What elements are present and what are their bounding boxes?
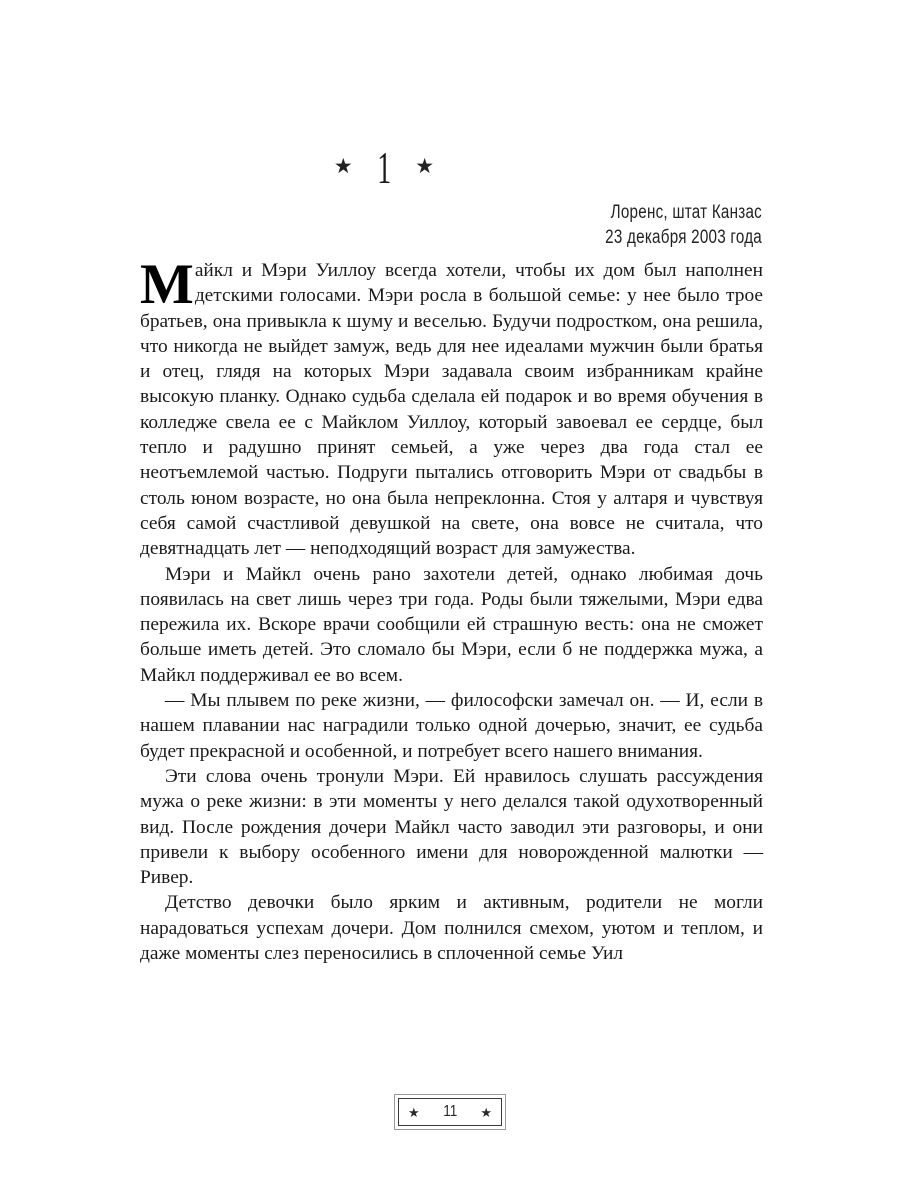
- chapter-subtitle-date: 23 декабря 2003 года: [605, 227, 762, 248]
- chapter-subtitle-location: Лоренс, штат Канзас: [610, 202, 762, 223]
- paragraph-2: Мэри и Майкл очень рано захотели детей, однако любимая дочь появилась на свет лишь через три года. Роды были тяжелыми, Мэри едва пережила их. Вскоре врачи сообщили ей страшную весть: она не сможет больше иметь детей. Это сломало бы Мэри, если б не поддержка мужа, а Майкл поддерживал ее во всем.: [140, 563, 763, 686]
- paragraph-1-text: айкл и Мэри Уиллоу всегда хотели, чтобы их дом был наполнен детскими голосами. Мэри росла в большой семье: у нее было трое братьев, она привыкла к шуму и веселью. Будучи подростком, она решила, что никогда не выйдет замуж, ведь для нее идеалами мужчин были братья и отец, глядя на которых Мэри задавала своим избранникам крайне высокую планку. Однако судьба сделала ей подарок и во время обучения в колледже свела ее с Майклом Уиллоу, который завоевал ее сердце, был тепло и радушно принят семьей, а уже через два года стал ее неотъемлемой частью. Подруги пытались отговорить Мэри от свадьбы в столь юном возрасте, но она была непреклонна. Стоя у алтаря и чувствуя себя самой счастливой девушкой на свете, она вовсе не считала, что девятнадцать лет — неподходящий возраст для замужества.: [140, 260, 763, 560]
- folio-star-icon-left: ★: [408, 1104, 420, 1120]
- folio-inner-border: [398, 1098, 502, 1126]
- chapter-number: 1: [377, 142, 391, 193]
- body-text: [140, 253, 763, 966]
- folio-star-icon-right: ★: [480, 1104, 492, 1120]
- chapter-header: [140, 142, 762, 250]
- star-icon-right: ★: [415, 153, 435, 178]
- chapter-number-row: [140, 142, 762, 194]
- paragraph-1: [140, 253, 763, 562]
- paragraph-5: Детство девочки было ярким и активным, родители не могли нарадоваться успехам дочери. Дом полнился смехом, уютом и теплом, и даже моменты слез переносились в сплоченной семье Уил: [140, 892, 763, 965]
- folio-outer-border: [394, 1094, 506, 1130]
- paragraph-3: — Мы плывем по реке жизни, — философски замечал он. — И, если в нашем плавании нас наградили только одной дочерью, значит, ее судьба будет прекрасной и особенной, и потребует всего нашего внимания.: [140, 690, 763, 762]
- paragraph-4: Эти слова очень тронули Мэри. Ей нравилось слушать рассуждения мужа о реке жизни: в эти моменты у него делался такой одухотворенный вид. После рождения дочери Майкл часто заводил эти разговоры, и они привели к выбору особенного имени для новорожденной малютки — Ривер.: [140, 765, 763, 889]
- drop-cap: М: [140, 253, 194, 316]
- page-footer: [0, 1094, 900, 1130]
- star-icon-left: ★: [333, 153, 353, 178]
- page-number: 11: [442, 1103, 458, 1120]
- chapter-subtitle: [140, 200, 762, 250]
